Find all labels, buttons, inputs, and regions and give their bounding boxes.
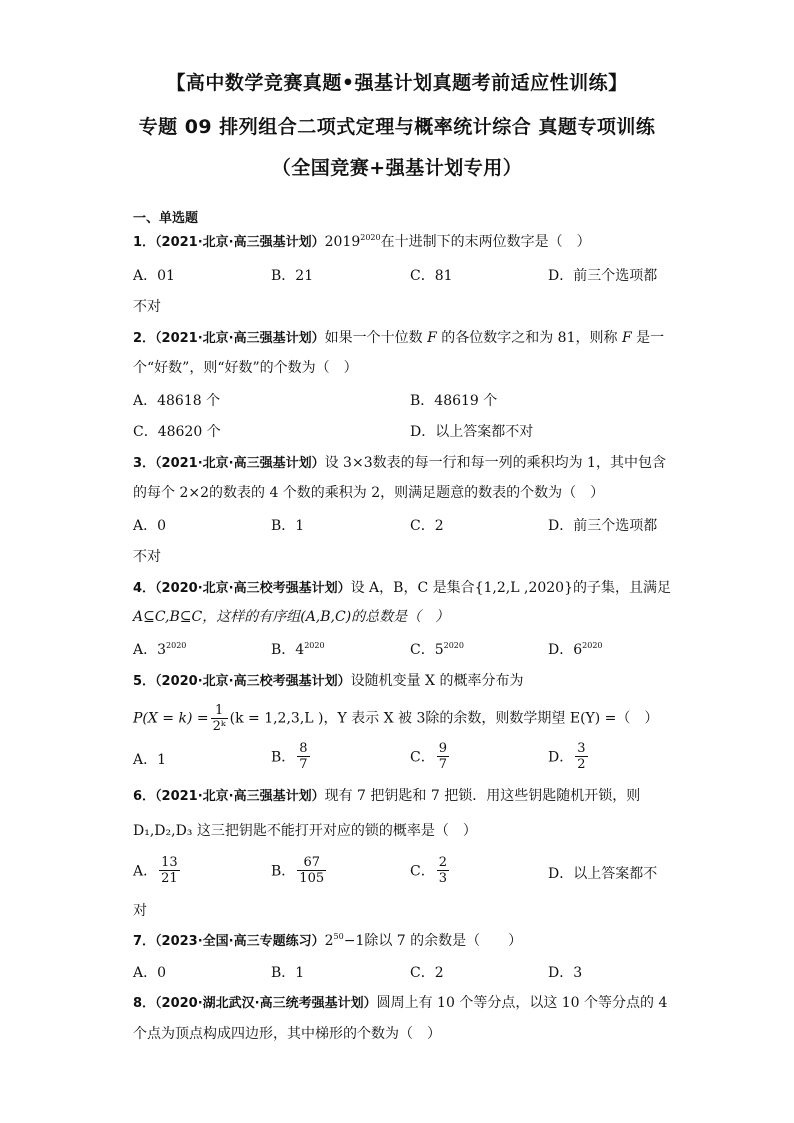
question-text: 如果一个十位数 (324, 330, 423, 346)
title-line-1: 【高中数学竞赛真题•强基计划真题考前适应性训练】 (166, 72, 628, 94)
question-2 (133, 327, 663, 350)
question-text: 是一 (636, 330, 665, 346)
option-a: A． $\frac{13}{21}$ (133, 855, 178, 886)
option-d: D．以上答案都不对 (410, 424, 534, 440)
question-text: 设 3×3数表的每一行和每一列的乘积均为 1，其中包含 (324, 455, 666, 471)
question-4 (133, 577, 671, 600)
option-b: B．1 (271, 965, 305, 981)
option-d: D．3 (548, 965, 583, 981)
option-b: B．48619 个 (410, 393, 498, 409)
question-text: 在十进制下的末两位数字是（ ） (380, 234, 591, 250)
question-5-line-2: P(X = k) = $\frac{1}{\text{2ᵏ}}$ (k = 1,2,3,L )，Y 表示 X 被 3除的余数，则数学期望 E(Y) =（ ） (133, 703, 659, 734)
option-b: B． $\frac{8}{7}$ (271, 741, 308, 772)
option-d: D．$6^{2020}$ (548, 641, 603, 658)
option-d-continued: 不对 (133, 549, 161, 565)
option-b: B．1 (271, 518, 305, 534)
fraction: $\frac{1}{\text{2ᵏ}}$ (212, 703, 226, 734)
question-text: 的各位数字之和为 81，则称 (441, 330, 618, 346)
option-d: D． $\frac{3}{2}$ (548, 741, 586, 772)
question-text: 圆周上有 10 个等分点，以这 10 个等分点的 4 (376, 995, 668, 1011)
question-source: 6．（2021·北京·高三强基计划） (133, 789, 325, 804)
question-6 (133, 785, 663, 808)
title-line-3: （全国竞赛+强基计划专用） (271, 157, 523, 179)
question-text: −1除以 7 的余数是（ ） (343, 933, 523, 949)
question-text: 设 A，B，C 是集合{1,2,L ,2020}的子集，且满足 (350, 580, 671, 596)
option-a: A．0 (133, 965, 167, 981)
option-b: B．21 (271, 268, 314, 284)
section-heading: 一、单选题 (133, 211, 199, 226)
question-source: 2．（2021·北京·高三强基计划） (133, 331, 325, 346)
option-a: A．1 (133, 752, 167, 768)
question-2-line-2: 个“好数”，则“好数”的个数为（ ） (133, 360, 358, 376)
base: 2019 (324, 234, 361, 250)
option-c: C．48620 个 (133, 424, 221, 440)
variable-f: F (621, 330, 632, 346)
question-4-line-2: A⊆C,B⊆C，这样的有序组(A,B,C)的总数是（ ） (133, 609, 450, 625)
option-c: C． $\frac{2}{3}$ (410, 855, 447, 886)
option-d: D．前三个选项都 (548, 268, 658, 284)
option-a: A．48618 个 (133, 393, 221, 409)
option-c: C．2 (410, 518, 444, 534)
option-b: B．$4^{2020}$ (271, 641, 325, 658)
question-6-line-2: D₁,D₂,D₃ 这三把钥匙不能打开对应的锁的概率是（ ） (133, 823, 477, 839)
question-source: 8．（2020·湖北武汉·高三统考强基计划） (133, 996, 377, 1011)
question-source: 7．（2023·全国·高三专题练习） (133, 934, 325, 949)
question-3 (133, 452, 666, 475)
variable-f: F (427, 330, 437, 346)
option-c: C．2 (410, 965, 444, 981)
question-1 (133, 231, 663, 254)
question-8-line-2: 个点为顶点构成四边形，其中梯形的个数为（ ） (133, 1026, 441, 1042)
question-source: 5．（2020·北京·高三校考强基计划） (133, 674, 351, 689)
title-line-2: 专题 09 排列组合二项式定理与概率统计综合 真题专项训练 (138, 116, 656, 138)
option-a: A．01 (133, 268, 175, 284)
option-d: D．前三个选项都 (548, 518, 658, 534)
question-source: 4．（2020·北京·高三校考强基计划） (133, 581, 351, 596)
question-source: 1．（2021·北京·高三强基计划） (133, 235, 325, 250)
option-d: D．以上答案都不 (548, 866, 658, 882)
option-b: B． $\frac{67}{105}$ (271, 855, 325, 886)
option-a: A．$3^{2020}$ (133, 641, 187, 658)
question-source: 3．（2021·北京·高三强基计划） (133, 456, 325, 471)
question-3-line-2: 的每个 2×2的数表的 4 个数的乘积为 2，则满足题意的数表的个数为（ ） (133, 485, 605, 501)
option-a: A．0 (133, 518, 167, 534)
option-d-continued: 不对 (133, 299, 161, 315)
exponent: 2020 (360, 233, 381, 242)
question-5 (133, 670, 663, 693)
question-7: 7．（2023·全国·高三专题练习）$2^{50}-1$除以 7 的余数是（ ） (133, 932, 523, 949)
question-text: 设随机变量 X 的概率分布为 (350, 673, 524, 689)
question-text: 现有 7 把钥匙和 7 把锁．用这些钥匙随机开锁，则 (324, 788, 641, 804)
question-8 (133, 992, 668, 1015)
option-d-continued: 对 (133, 903, 147, 919)
option-c: C．$5^{2020}$ (410, 641, 464, 658)
option-c: C．81 (410, 268, 453, 284)
option-c: C． $\frac{9}{7}$ (410, 741, 447, 772)
